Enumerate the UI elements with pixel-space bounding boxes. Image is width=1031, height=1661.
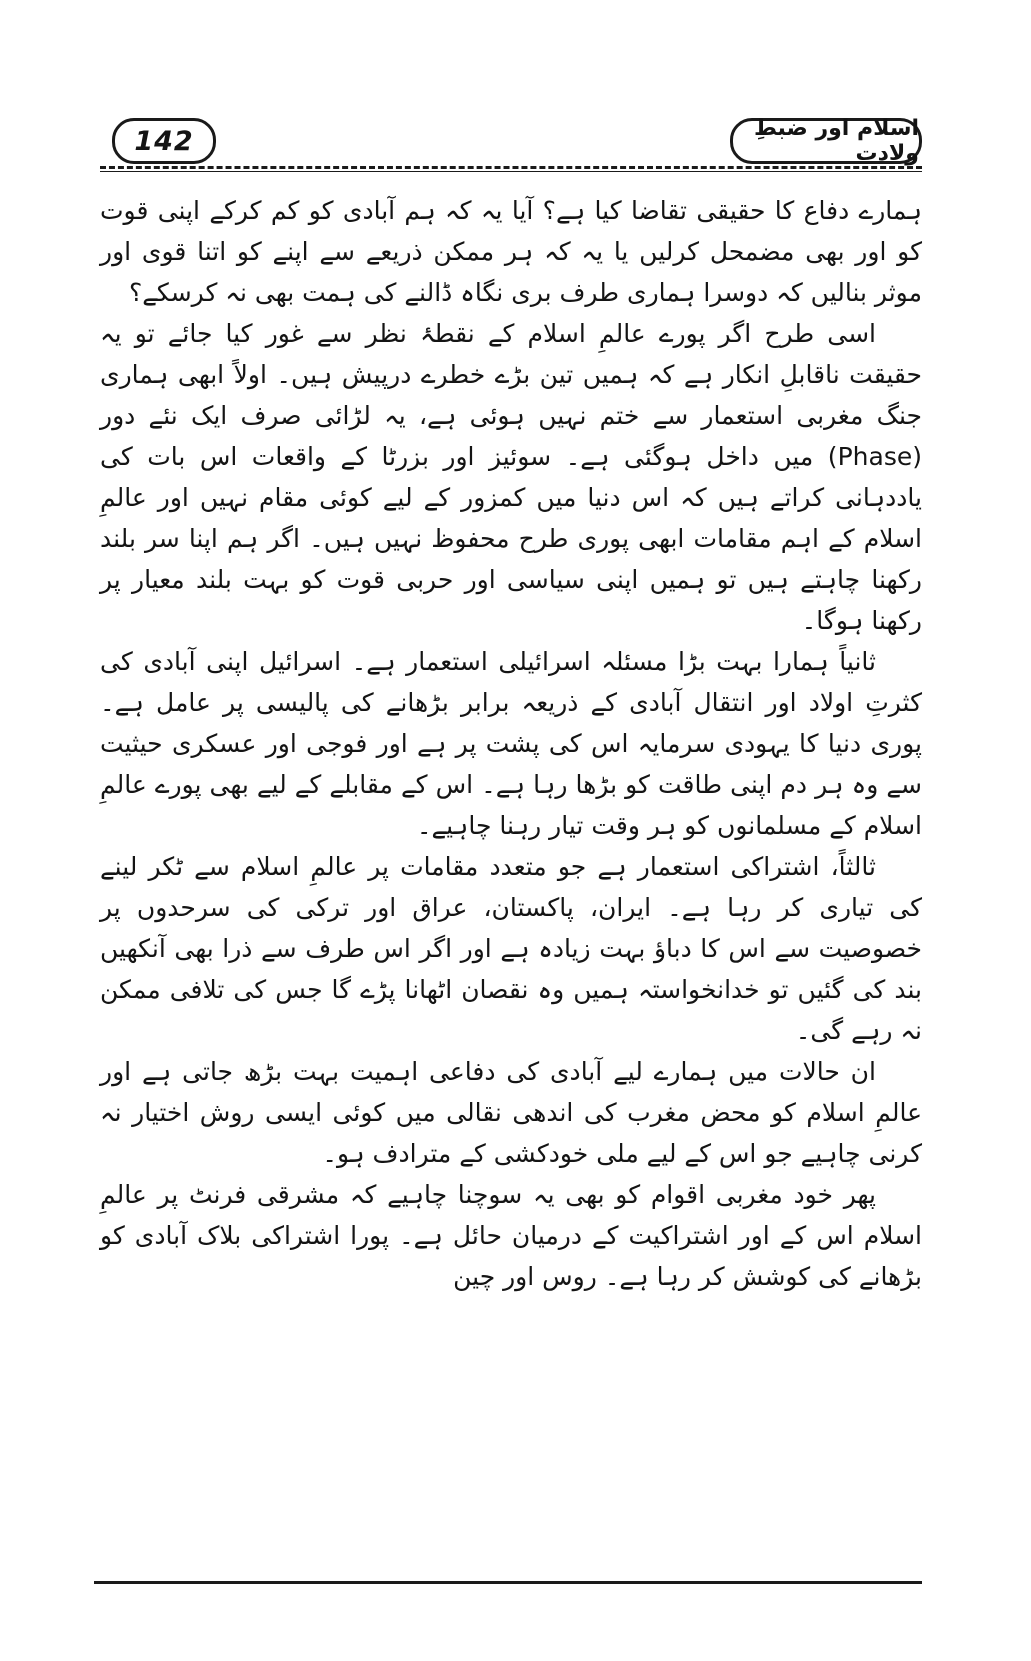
paragraph: ہمارے دفاع کا حقیقی تقاضا کیا ہے؟ آیا یہ کہ ہم آبادی کو کم کرکے اپنی قوت کو اور بھی مضمحل کرلیں یا یہ کہ ہر ممکن ذریعے سے اپنے کو اتنا قوی اور موثر بنالیں کہ دوسرا ہماری طرف بری نگاہ ڈالنے کی ہمت بھی نہ کرسکے؟ xyxy=(100,196,922,307)
header-divider xyxy=(100,166,922,169)
paragraph: پھر خود مغربی اقوام کو بھی یہ سوچنا چاہیے کہ مشرقی فرنٹ پر عالمِ اسلام اس کے اور اشتراکیت کے درمیان حائل ہے۔ پورا اشتراکی بلاک آبادی کو بڑھانے کی کوشش کر رہا ہے۔ روس اور چین xyxy=(100,1180,922,1291)
paragraph: ثانیاً ہمارا بہت بڑا مسئلہ اسرائیلی استعمار ہے۔ اسرائیل اپنی آبادی کی کثرتِ اولاد اور انتقال آبادی کے ذریعہ برابر بڑھانے کی پالیسی پر عامل ہے۔ پوری دنیا کا یہودی سرمایہ اس کی پشت پر ہے اور فوجی اور عسکری حیثیت سے وہ ہر دم اپنی طاقت کو بڑھا رہا ہے۔ اس کے مقابلے کے لیے بھی پورے عالمِ اسلام کے مسلمانوں کو ہر وقت تیار رہنا چاہیے۔ xyxy=(100,647,922,840)
running-title: اسلام اور ضبطِ ولادت xyxy=(730,118,922,164)
footer-divider xyxy=(94,1581,922,1584)
page-number: 142 xyxy=(112,118,216,164)
paragraph: ثالثاً، اشتراکی استعمار ہے جو متعدد مقامات پر عالمِ اسلام سے ٹکر لینے کی تیاری کر رہا ہے۔ ایران، پاکستان، عراق اور ترکی کی سرحدوں پر خصوصیت سے اس کا دباؤ بہت زیادہ ہے اور اگر اس طرف سے ذرا بھی آنکھیں بند کی گئیں تو خدانخواستہ ہمیں وہ نقصان اٹھانا پڑے گا جس کی تلافی ممکن نہ رہے گی۔ xyxy=(100,852,922,1045)
page-header xyxy=(100,118,922,168)
paragraph: ان حالات میں ہمارے لیے آبادی کی دفاعی اہمیت بہت بڑھ جاتی ہے اور عالمِ اسلام کو محض مغرب کی اندھی نقالی میں کوئی ایسی روش اختیار نہ کرنی چاہیے جو اس کے لیے ملی خودکشی کے مترادف ہو۔ xyxy=(100,1057,922,1168)
paragraph: اسی طرح اگر پورے عالمِ اسلام کے نقطۂ نظر سے غور کیا جائے تو یہ حقیقت ناقابلِ انکار ہے کہ ہمیں تین بڑے خطرے درپیش ہیں۔ اولاً ابھی ہماری جنگ مغربی استعمار سے ختم نہیں ہوئی ہے، یہ لڑائی صرف ایک نئے دور (Phase) میں داخل ہوگئی ہے۔ سوئیز اور بزرٹا کے واقعات اس بات کی یاددہانی کراتے ہیں کہ اس دنیا میں کمزور کے لیے کوئی مقام نہیں اور عالمِ اسلام کے اہم مقامات ابھی پوری طرح محفوظ نہیں ہیں۔ اگر ہم اپنا سر بلند رکھنا چاہتے ہیں تو ہمیں اپنی سیاسی اور حربی قوت کو بہت بلند معیار پر رکھنا ہوگا۔ xyxy=(100,319,922,635)
header-divider-thin xyxy=(100,171,922,172)
page-body xyxy=(100,190,922,1297)
